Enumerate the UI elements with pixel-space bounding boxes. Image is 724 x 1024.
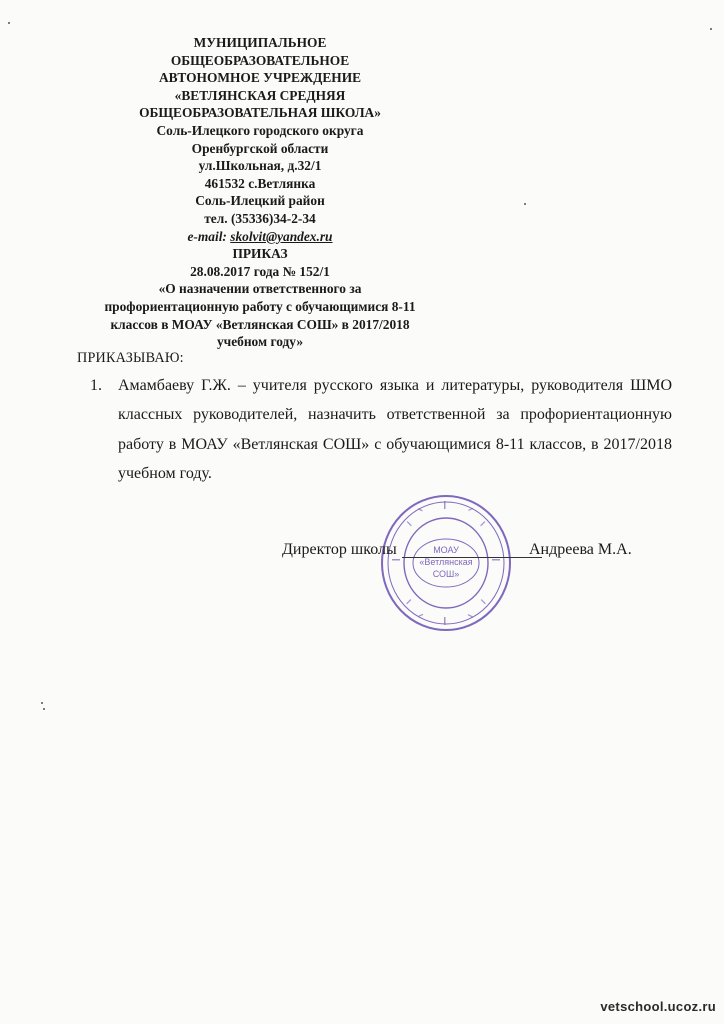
subject-line: «О назначении ответственного за	[158, 281, 362, 297]
order-item-number: 1.	[90, 377, 102, 394]
header-line: Соль-Илецкий район	[195, 193, 325, 209]
order-label: ПРИКАЗЫВАЮ:	[77, 350, 184, 366]
document-header	[60, 34, 460, 351]
header-line: ОБЩЕОБРАЗОВАТЕЛЬНАЯ ШКОЛА»	[139, 105, 381, 121]
stamp-text: СОШ»	[432, 569, 460, 579]
signature-line	[402, 557, 542, 558]
document-date-number: 28.08.2017 года № 152/1	[190, 263, 330, 279]
official-stamp	[378, 493, 514, 633]
email-label: e-mail:	[187, 228, 231, 244]
email-line	[60, 228, 460, 246]
stamp-text: «Ветлянская	[419, 557, 473, 567]
document-type: ПРИКАЗ	[232, 246, 288, 262]
header-line: МУНИЦИПАЛЬНОЕ	[193, 35, 327, 50]
header-line: 461532 с.Ветлянка	[204, 175, 316, 191]
signatory-name: Андреева М.А.	[529, 541, 632, 558]
header-line: АВТОНОМНОЕ УЧРЕЖДЕНИЕ	[158, 70, 362, 86]
stamp-text: МОАУ	[433, 545, 459, 555]
header-line: Соль-Илецкого городского округа	[156, 122, 364, 138]
order-item	[90, 371, 672, 489]
email-link[interactable]: skolvit@yandex.ru	[230, 228, 333, 244]
header-line: Оренбургской области	[191, 140, 329, 156]
header-line: тел. (35336)34-2-34	[204, 210, 316, 226]
signatory-title: Директор школы	[282, 541, 397, 558]
subject-line: классов в МОАУ «Ветлянская СОШ» в 2017/2018	[110, 316, 410, 332]
subject-line: профориентационную работу с обучающимися 8-11	[104, 298, 416, 314]
header-line: «ВЕТЛЯНСКАЯ СРЕДНЯЯ	[174, 87, 346, 103]
subject-line: учебном году»	[216, 334, 304, 350]
header-line: ул.Школьная, д.32/1	[198, 158, 322, 174]
site-watermark: vetschool.ucoz.ru	[600, 999, 716, 1014]
header-line: ОБЩЕОБРАЗОВАТЕЛЬНОЕ	[170, 52, 350, 68]
order-item-text: Амамбаеву Г.Ж. – учителя русского языка и литературы, руководителя ШМО классных руководителей, назначить ответственной за профориентационную работу в МОАУ «Ветлянская СОШ» с обучающимися 8-11 классов, в 2017/2018 учебном году.	[118, 377, 672, 483]
